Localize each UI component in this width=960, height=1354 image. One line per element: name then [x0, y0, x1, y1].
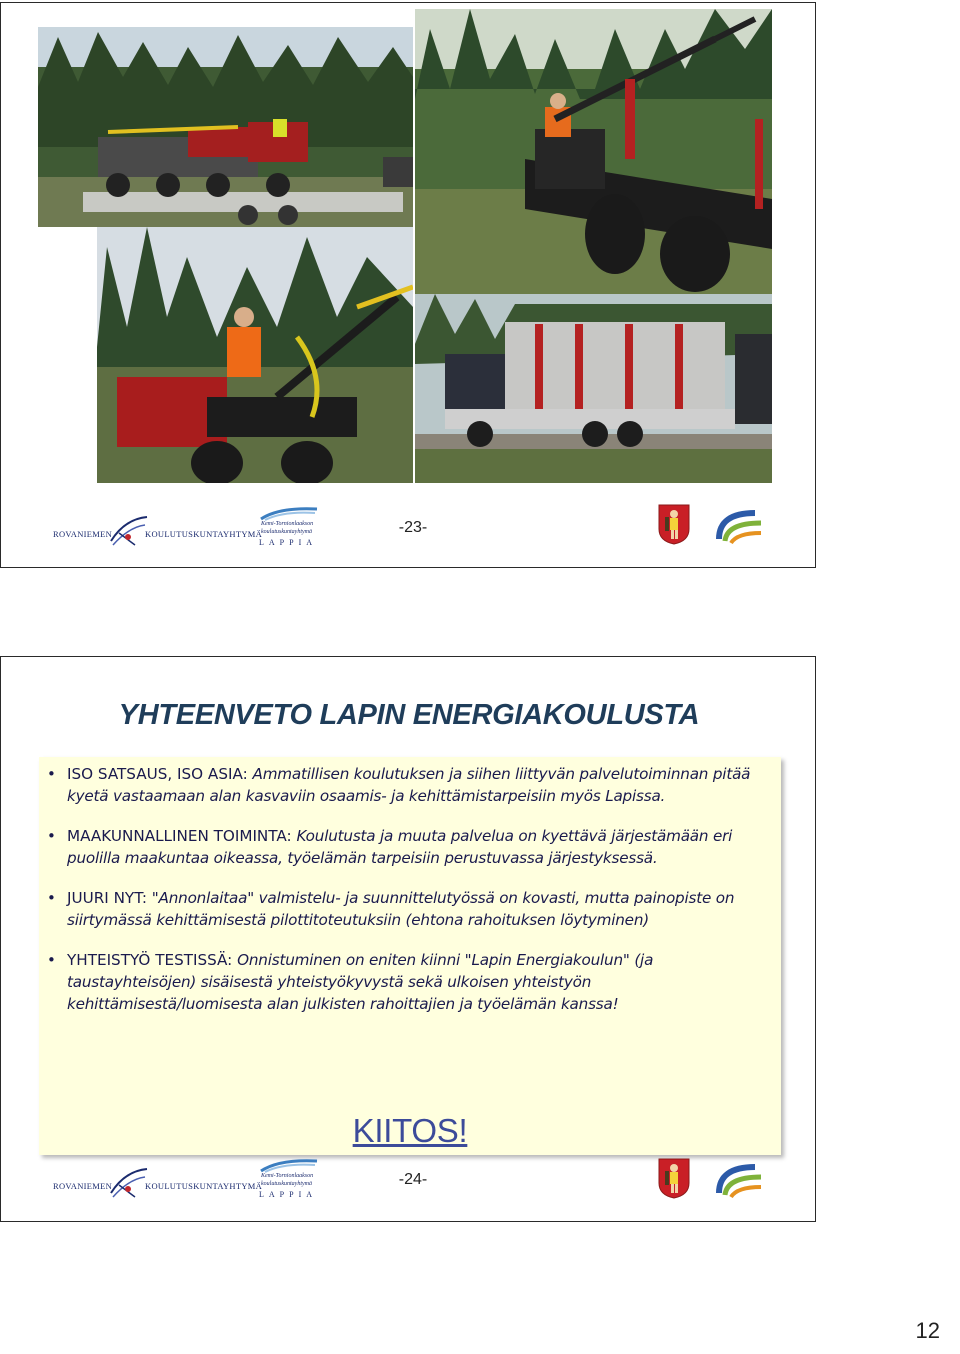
bullet-text: "Annonlaitaa" valmistelu- ja suunnittelutyössä on kovasti, mutta painopiste on siirtymässä kehittämisestä pilottitoteutuksiin (ehtona rahoituksen löytyminen) — [67, 889, 735, 929]
lappia-wave-icon — [259, 1157, 319, 1173]
slide-page-number: -23- — [398, 519, 428, 536]
slide-page-number: -24- — [398, 1171, 428, 1188]
lappia-logo — [255, 505, 325, 555]
lappia-line2: koulutuskuntayhtymä — [261, 529, 312, 535]
lappia-logo — [255, 1157, 325, 1207]
summary-list — [39, 763, 751, 1033]
bullet-item — [39, 887, 751, 931]
bullet-item — [39, 763, 751, 807]
roko-logo-left-text: ROVANIEMEN — [53, 1181, 113, 1191]
eu-swoosh-icon — [715, 1159, 765, 1203]
timber-truck-photo — [415, 294, 772, 483]
lapland-coat-of-arms-icon — [657, 1157, 691, 1199]
slide-23 — [0, 2, 816, 568]
roko-swirl-icon — [109, 515, 149, 549]
forwarder-in-forest-photo — [415, 9, 772, 294]
footer-logos — [53, 515, 323, 567]
bullet-lead: JUURI NYT: — [67, 889, 152, 907]
lappia-line2: koulutuskuntayhtymä — [261, 1181, 312, 1187]
lappia-wave-icon — [259, 505, 319, 521]
roko-swirl-icon — [109, 1167, 149, 1201]
bullet-text: Ammatillisen koulutuksen ja siihen liittyvän palvelutoiminnan pitää kyetä vastaamaan alan kasvaviin osaamis- ja kehittämistarpeisiin myös Lapissa. — [67, 765, 751, 805]
bullet-item — [39, 825, 751, 869]
bullet-lead: MAAKUNNALLINEN TOIMINTA: — [67, 827, 297, 845]
bullet-lead: YHTEISTYÖ TESTISSÄ: — [67, 951, 238, 969]
eu-swoosh-icon — [715, 505, 765, 549]
footer-logos — [53, 1167, 323, 1219]
slide-title: YHTEENVETO LAPIN ENERGIAKOULUSTA — [118, 699, 700, 731]
lappia-line1: Kemi-Tornionlaakson — [261, 1173, 314, 1179]
document-page-number: 12 — [915, 1318, 940, 1343]
bullet-lead: ISO SATSAUS, ISO ASIA: — [67, 765, 253, 783]
slide-24 — [0, 656, 816, 1222]
roko-logo — [53, 1167, 263, 1207]
roko-logo-right-text: KOULUTUSKUNTAYHTYMÄ — [145, 1181, 263, 1191]
lappia-name: LAPPIA — [259, 1190, 318, 1199]
summary-box — [39, 757, 781, 1155]
roko-logo — [53, 515, 263, 555]
operator-on-forwarder-photo — [97, 227, 413, 483]
closing-thanks: KIITOS! — [352, 1112, 468, 1149]
roko-logo-right-text: KOULUTUSKUNTAYHTYMÄ — [145, 529, 263, 539]
bullet-text: Koulutusta ja muuta palvelua on kyettävä järjestämään eri puolilla maakuntaa oikeassa, työelämän tarpeisiin perustuvassa järjestyksessä. — [67, 827, 733, 867]
bullet-item — [39, 949, 751, 1015]
forwarder-on-trailer-photo — [38, 27, 413, 227]
lappia-line1: Kemi-Tornionlaakson — [261, 521, 314, 527]
roko-logo-left-text: ROVANIEMEN — [53, 529, 113, 539]
bullet-text: Onnistuminen on eniten kiinni "Lapin Energiakoulun" (ja taustayhteisöjen) sisäisestä yhteistyökyvystä sekä ulkoisen yhteistyön kehittämisestä/luomisesta alan julkisten rahoittajien ja työelämän kanssa! — [67, 951, 654, 1013]
lapland-coat-of-arms-icon — [657, 503, 691, 545]
lappia-name: LAPPIA — [259, 538, 318, 547]
